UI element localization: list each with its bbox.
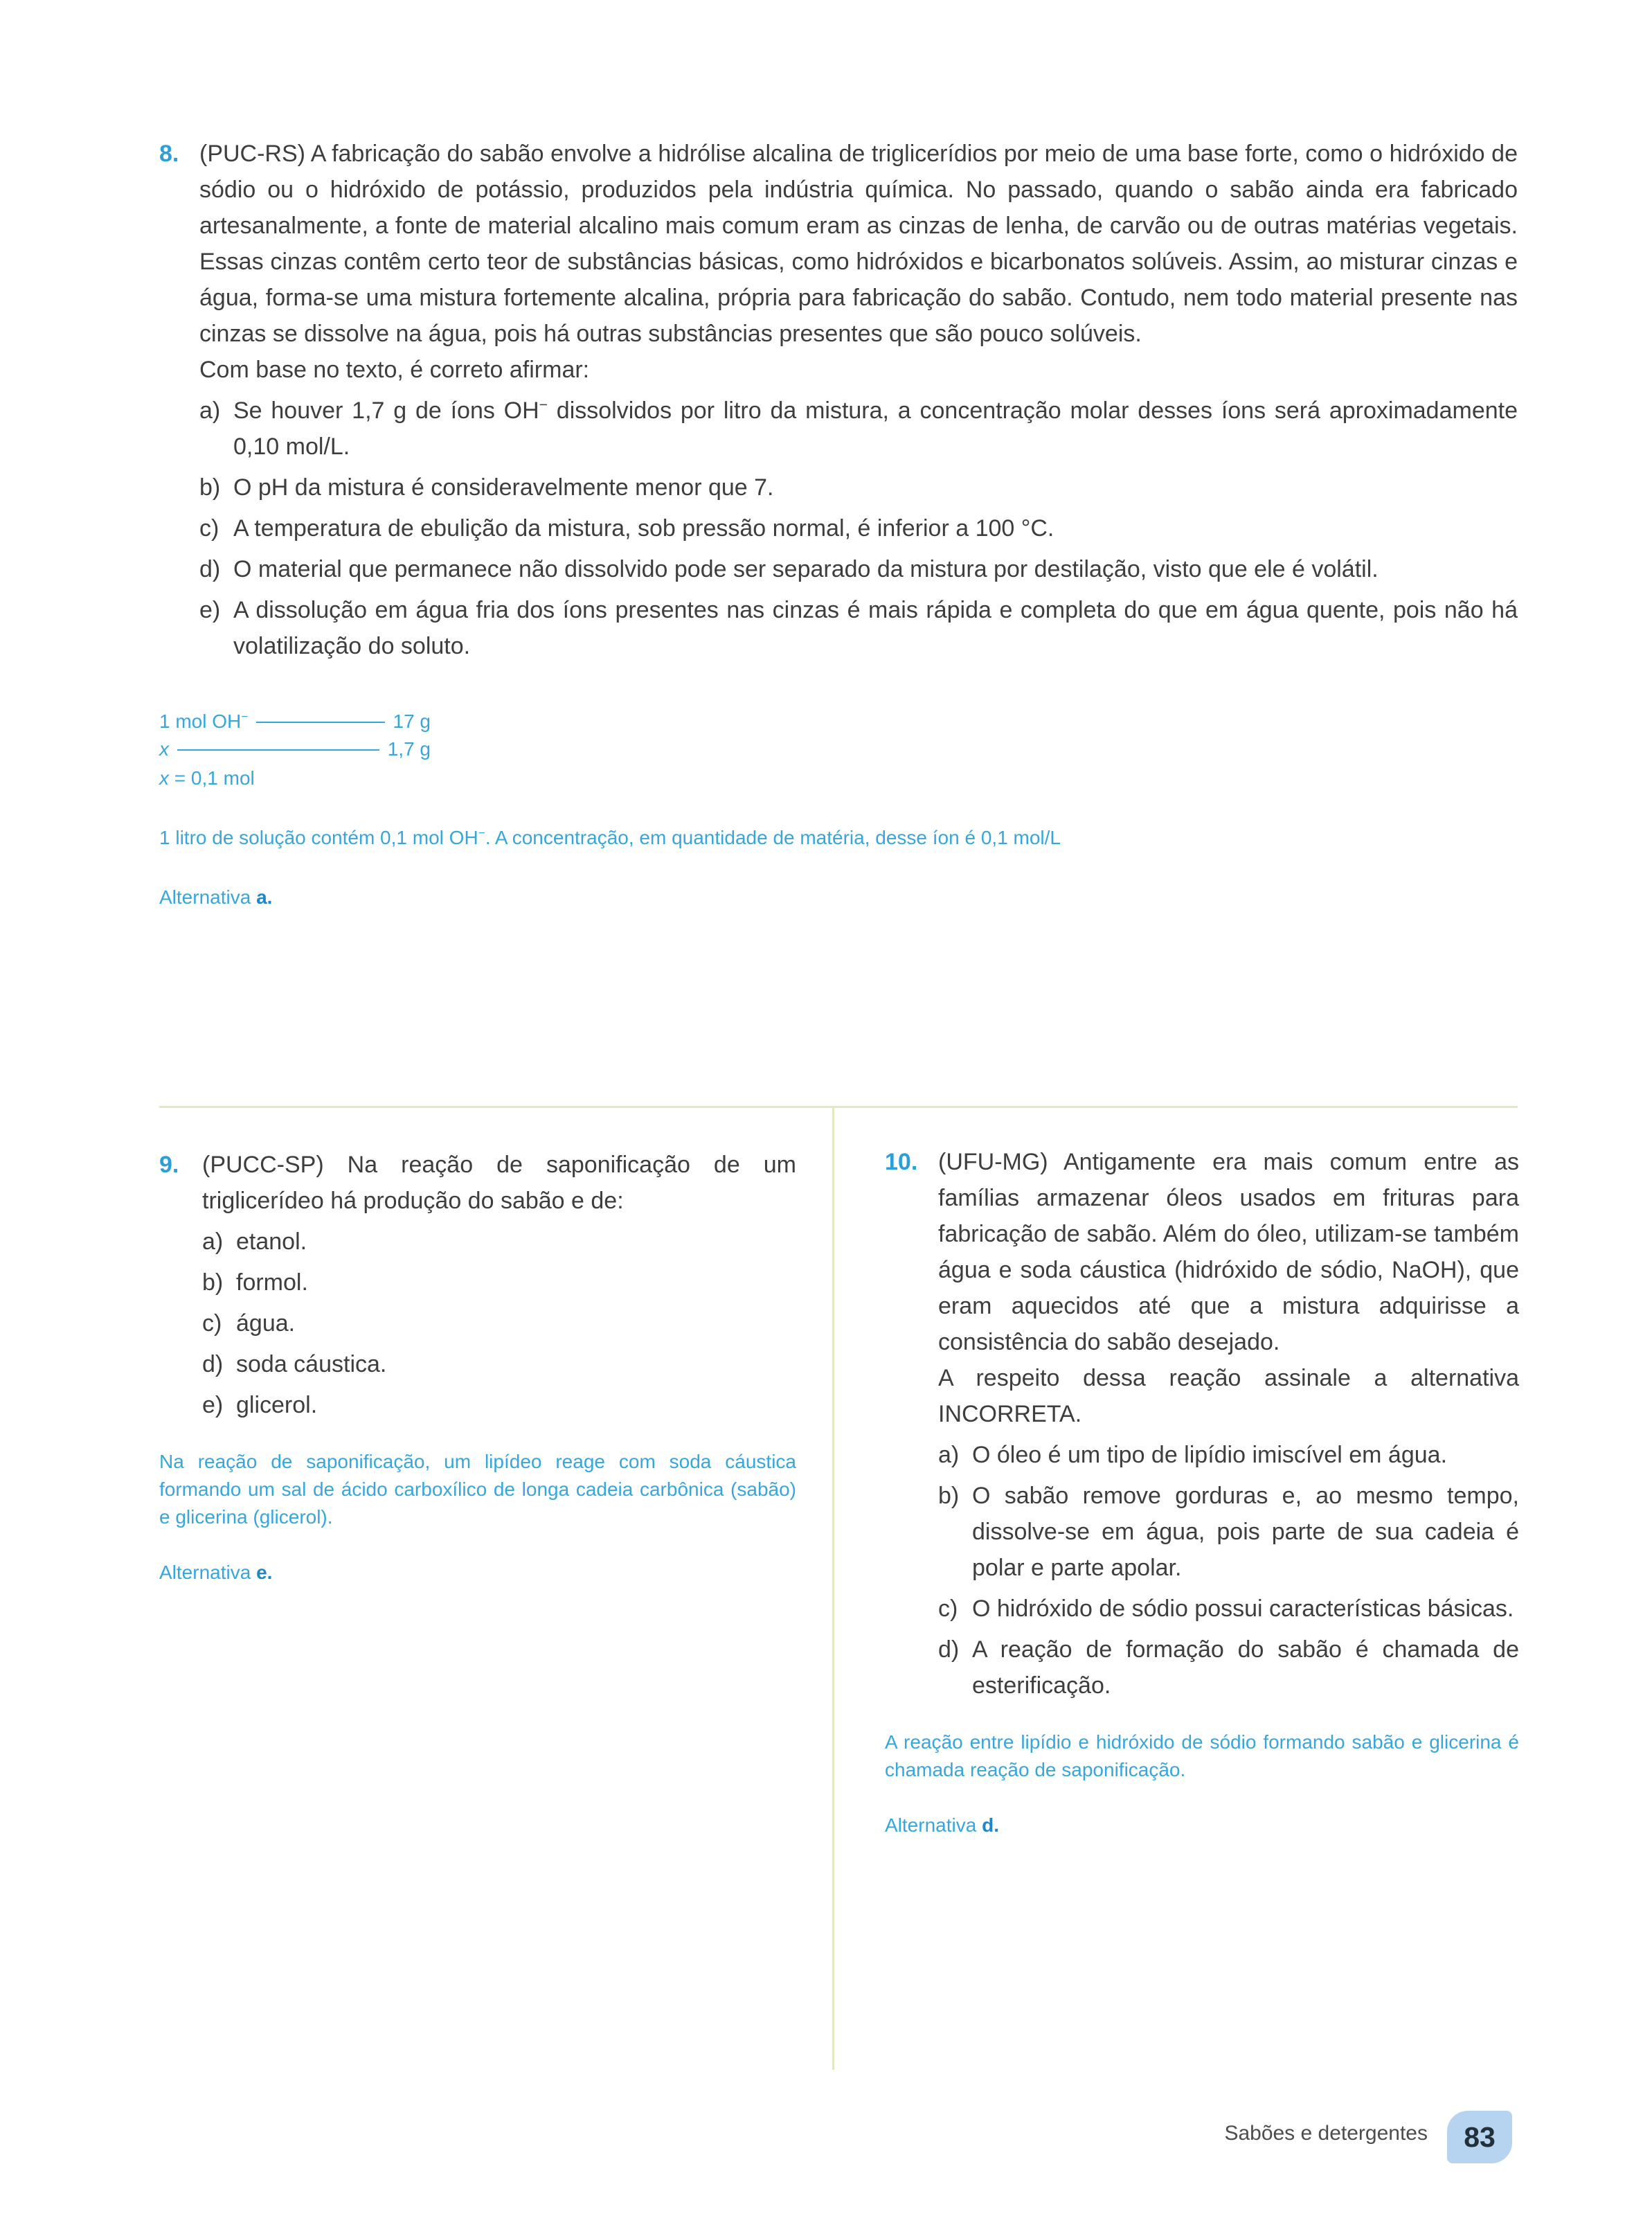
- option-letter: d): [199, 556, 221, 582]
- option-letter: b): [202, 1269, 224, 1296]
- alternative-letter: [256, 886, 272, 908]
- option-text: O material que permanece não dissolvido pode ser separado da mistura por destilação, visto que ele é volátil.: [233, 556, 1379, 582]
- option-letter: a): [199, 397, 221, 424]
- question-8-options: [199, 393, 1518, 664]
- formula-value: 17 g: [393, 711, 431, 732]
- question-10-column: [885, 1144, 1519, 1839]
- option-text-pre: Se houver 1,7 g de íons OH: [233, 397, 539, 424]
- question-10-body: [938, 1144, 1519, 1704]
- solution-explanation: Na reação de saponificação, um lipídeo reage com soda cáustica formando um sal de ácido carboxílico de longa cadeia carbônica (sabão) e glicerina (glicerol).: [159, 1451, 796, 1528]
- page-number: 83: [1464, 2120, 1496, 2153]
- question-9-column: [159, 1147, 796, 1587]
- formula-label-text: 1 mol OH: [159, 711, 242, 732]
- question-10-number: 10.: [885, 1149, 918, 1175]
- alternative-word: Alternativa: [885, 1814, 977, 1836]
- formula-result: [159, 765, 1518, 792]
- option-letter: b): [938, 1483, 960, 1509]
- option-row: [199, 551, 1518, 587]
- option-text: O pH da mistura é consideravelmente menor que 7.: [233, 474, 774, 501]
- explanation-pre: 1 litro de solução contém 0,1 mol OH: [159, 827, 478, 848]
- option-row: [199, 592, 1518, 664]
- question-8-prompt: Com base no texto, é correto afirmar:: [199, 357, 590, 383]
- question-9-stem: (PUCC-SP) Na reação de saponificação de um triglicerídeo há produção do sabão e de:: [202, 1152, 796, 1214]
- option-row: [199, 393, 1518, 465]
- option-text: O hidróxido de sódio possui características básicas.: [972, 1596, 1514, 1622]
- question-9-solution: [159, 1448, 796, 1587]
- option-letter: d): [938, 1636, 960, 1663]
- option-text: glicerol.: [236, 1392, 318, 1418]
- option-row: [199, 470, 1518, 506]
- alternative-word: Alternativa: [159, 886, 251, 908]
- option-letter: a): [202, 1228, 224, 1255]
- question-9-body: [202, 1147, 796, 1423]
- formula-row-1: [159, 708, 431, 735]
- option-text: formol.: [236, 1269, 308, 1296]
- question-10-solution: [885, 1728, 1519, 1839]
- page-number-badge: [1447, 2111, 1512, 2163]
- option-letter: c): [199, 515, 219, 542]
- question-8-number: 8.: [159, 141, 179, 167]
- alternative-letter-char: a: [256, 886, 267, 908]
- question-9-number: 9.: [159, 1152, 179, 1178]
- option-text-post: dissolvidos por litro da mistura, a concentração molar desses íons será aproximadamente 0,10 mol/L.: [233, 397, 1518, 460]
- option-row: [199, 510, 1518, 546]
- option-text: O óleo é um tipo de lipídio imiscível em água.: [972, 1442, 1448, 1468]
- question-10: [885, 1144, 1519, 1704]
- question-8-solution: [159, 708, 1518, 911]
- option-row: [938, 1437, 1519, 1473]
- superscript-minus: −: [478, 825, 485, 840]
- option-row: [202, 1346, 796, 1382]
- formula-result-var: x: [159, 767, 169, 789]
- option-row: [202, 1305, 796, 1341]
- option-letter: c): [202, 1310, 222, 1337]
- option-letter: d): [202, 1351, 224, 1377]
- formula-rule-line: [177, 749, 379, 751]
- superscript-minus: −: [241, 709, 249, 724]
- option-text: O sabão remove gorduras e, ao mesmo tempo, dissolve-se em água, pois parte de sua cadeia é polar e parte apolar.: [972, 1483, 1519, 1581]
- formula-label: x: [159, 738, 169, 760]
- question-9: [159, 1147, 796, 1423]
- question-8-body: [199, 136, 1518, 664]
- option-row: [938, 1478, 1519, 1586]
- alternative-letter: [982, 1814, 999, 1836]
- alternative-line: [885, 1812, 1519, 1839]
- formula-value: 1,7 g: [387, 738, 431, 760]
- option-text: A reação de formação do sabão é chamada de esterificação.: [972, 1636, 1519, 1699]
- footer-section-title: Sabões e detergentes: [1224, 2122, 1428, 2145]
- question-8-stem: (PUC-RS) A fabricação do sabão envolve a hidrólise alcalina de triglicerídios por meio de uma base forte, como o hidróxido de sódio ou o hidróxido de potássio, produzidos pela indústria química. No passado, quando o sabão ainda era fabricado artesanalmente, a fonte de material alcalino mais comum eram as cinzas de lenha, de carvão ou de outras matérias vegetais. Essas cinzas contêm certo teor de substâncias básicas, como hidróxidos e bicarbonatos solúveis. Assim, ao misturar cinzas e água, forma-se uma mistura fortemente alcalina, própria para fabricação do sabão. Contudo, nem todo material presente nas cinzas se dissolve na água, pois há outras substâncias presentes que são pouco solúveis.: [199, 141, 1518, 347]
- option-text: soda cáustica.: [236, 1351, 387, 1377]
- question-8: [159, 136, 1518, 664]
- option-text: A dissolução em água fria dos íons presentes nas cinzas é mais rápida e completa do que em água quente, pois não há volatilização do soluto.: [233, 597, 1518, 659]
- option-letter: e): [202, 1392, 224, 1418]
- solution-explanation: A reação entre lipídio e hidróxido de sódio formando sabão e glicerina é chamada reação de saponificação.: [885, 1731, 1519, 1780]
- formula-result-rest: = 0,1 mol: [169, 767, 255, 789]
- alternative-dot: .: [267, 886, 273, 908]
- option-row: [202, 1387, 796, 1423]
- option-text: [233, 393, 1518, 465]
- option-letter: c): [938, 1596, 958, 1622]
- option-letter: e): [199, 597, 221, 623]
- question-10-options: [938, 1437, 1519, 1704]
- formula-rule-line: [256, 722, 384, 723]
- option-letter: a): [938, 1442, 960, 1468]
- option-row: [938, 1632, 1519, 1704]
- solution-explanation: [159, 824, 1518, 852]
- option-text: água.: [236, 1310, 296, 1337]
- alternative-letter: [256, 1562, 272, 1583]
- option-text: A temperatura de ebulição da mistura, sob pressão normal, é inferior a 100 °C.: [233, 515, 1054, 542]
- alternative-letter-char: e: [256, 1562, 267, 1583]
- alternative-letter-char: d: [982, 1814, 994, 1836]
- question-10-stem: (UFU-MG) Antigamente era mais comum entre as famílias armazenar óleos usados em frituras para fabricação de sabão. Além do óleo, utilizam-se também água e soda cáustica (hidróxido de sódio, NaOH), que eram aquecidos até que a mistura adquirisse a consistência do sabão desejado.: [938, 1149, 1519, 1355]
- option-row: [202, 1265, 796, 1301]
- explanation-post: . A concentração, em quantidade de matéria, desse íon é 0,1 mol/L: [485, 827, 1061, 848]
- formula-label: [159, 708, 248, 735]
- section-divider-horizontal: [159, 1106, 1518, 1108]
- question-9-options: [202, 1224, 796, 1423]
- alternative-line: [159, 1559, 796, 1587]
- option-letter: b): [199, 474, 221, 501]
- alternative-dot: .: [267, 1562, 273, 1583]
- question-10-stem-2: A respeito dessa reação assinale a alternativa INCORRETA.: [938, 1365, 1519, 1427]
- alternative-word: Alternativa: [159, 1562, 251, 1583]
- option-text: etanol.: [236, 1228, 307, 1255]
- alternative-dot: .: [994, 1814, 999, 1836]
- column-divider-vertical: [832, 1106, 834, 2070]
- alternative-line: [159, 884, 1518, 911]
- formula-row-2: [159, 735, 431, 763]
- option-row: [938, 1591, 1519, 1627]
- option-row: [202, 1224, 796, 1260]
- superscript-minus: −: [539, 397, 548, 413]
